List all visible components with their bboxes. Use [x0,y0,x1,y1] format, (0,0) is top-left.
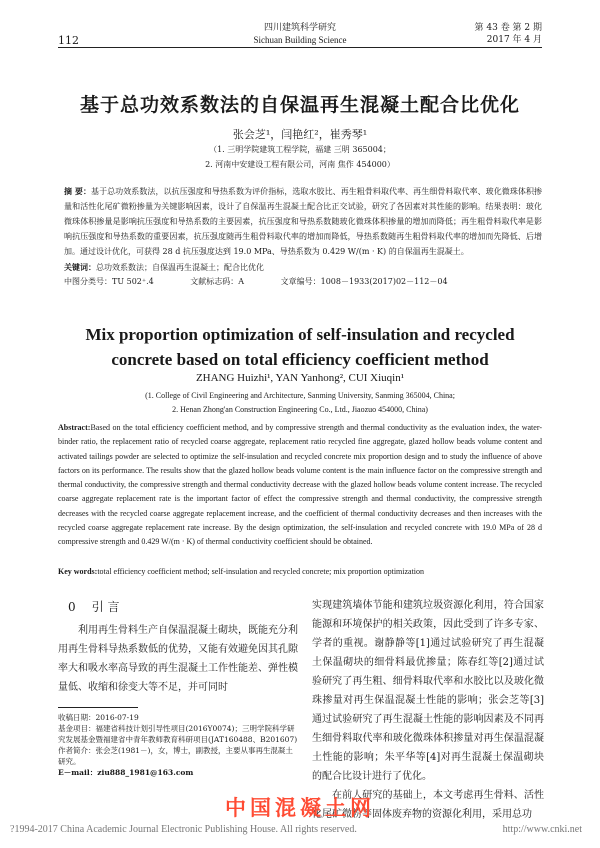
intro-paragraph-1: 利用再生骨料生产自保温混凝土砌块，既能充分利用再生骨料导热系数低的优势，又能有效避免因其孔隙率大和吸水率高导致的再生混凝土工作性能差、弹性模量低、收缩和徐变大等不足，并可同时 [58,625,298,693]
abstract-en [58,421,542,550]
keywords-en [58,567,542,576]
doc-code: 文献标志码：A [190,277,245,286]
classification-cn [64,275,542,289]
title-en [40,322,560,372]
abstract-cn-text: 基于总功效系数法，以抗压强度和导热系数为评价指标，选取水胶比、再生粗骨料取代率、再生细骨料取代率、玻化微珠体积掺量和活性化尾矿微粉掺量为关键影响因素，设计了自保温再生混凝土配合比正交试验，研究了各因素对其性能的影响。结果表明：玻化微珠体积掺量是影响抗压强度和导热系数的主要因素，抗压强度和导热系数随玻化微珠体积掺量的增加而降低；再生粗骨料取代率是影响抗压强度和导热系数的重要因素，抗压强度随再生粗骨料取代率的增加而降低，导热系数随再生粗骨料取代率的增加而先降低、后增加。通过设计优化，可获得 28 d 抗压强度达到 19.0 MPa、导热系数为 0.429 W/(m · K) 的自保温再生混凝土。 [64,187,542,256]
issue-date: 2017 年 4 月 [486,35,542,45]
affiliation-en-1: (1. College of Civil Engineering and Architecture, Sanming University, Sanming 365004, China; [145,391,455,400]
header-rule [58,47,542,48]
title-en-line-2: concrete based on total efficiency coefficient method [111,350,489,369]
affiliations-cn [0,142,600,172]
journal-name [200,22,400,46]
intro-paragraph-1-continued: 实现建筑墙体节能和建筑垃圾资源化利用，符合国家能源和环境保护的相关政策，因此受到了许多专家、学者的重视。谢静静等[1]通过试验研究了再生混凝土保温砌块的细骨料最优掺量；陈春红等[2]通过试验研究了再生粗、细骨料取代率和水胶比以及玻化微珠掺量对再生保温混凝土性能的影响；张会芝等[3]通过试验研究了再生混凝土性能的影响因素及不同再生细骨料取代率和玻化微珠体积掺量对再生保温混凝土性能的影响；朱平华等[4]对再生混凝土保温砌块的配合比设计进行了优化。 [312,600,544,782]
abstract-en-text: Based on the total efficiency coefficient method, and by compressive strength and thermal conductivity as the evaluation index, the water-binder ratio, the replacement ratio of recycled coarse aggregate, replacement ratio recycled fine aggregate, glazed hollow beads volume content and activated tailings powder are selected to optimize the self-insulation and recycled concrete mix proportion design and to study the influence of above factors on its performance. The results show that the glazed hollow beads volume content is the main influence factor on the compressive strength and thermal conductivity, the compressive strength and thermal conductivity decrease with the glazed hollow beads volume content increase. The recycled coarse aggregate replacement rate is the important factor of effect the compressive strength and thermal conductivity, the compressive strength decreases with the recycled coarse aggregate replacement increase, and the coefficient of thermal conductivity decreases and then increases with the recycled coarse aggregate replacement rate increase. By the design optimization, the self-insulation and recycled concrete with 19.0 MPa of 28 d compressive strength and 0.429 W/(m · K) of thermal conductivity coefficient should be obtained. [58,423,542,547]
journal-name-cn: 四川建筑科学研究 [263,23,336,33]
footnote-author-bio: 作者简介：张会芝(1981－)，女，博士，副教授，主要从事再生混凝土研究。 [58,746,293,766]
copyright-url: http://www.cnki.net [502,824,582,835]
section-number: 0 [68,600,76,614]
affiliation-en-2: 2. Henan Zhong'an Construction Engineering Co., Ltd., Jiaozuo 454000, China) [172,405,428,414]
affiliations-en [0,389,600,417]
abstract-cn-body [64,184,542,259]
title-en-line-1: Mix proportion optimization of self-insulation and recycled [85,325,515,344]
copyright-footer [10,824,590,835]
keywords-cn-label: 关键词： [64,262,96,272]
title-cn: 基于总功效系数法的自保温再生混凝土配合比优化 [79,94,520,116]
affiliation-cn-2: 2. 河南中安建设工程有限公司，河南 焦作 454000） [205,160,395,169]
footnote-email: E－mail：ziu888_1981@163.com [58,768,194,777]
right-column [312,596,544,824]
page-number: 112 [58,34,79,47]
clc-number: 中图分类号：TU 502⁺.4 [64,277,154,286]
keywords-cn [64,260,542,275]
abstract-cn [64,184,542,289]
copyright-text: ?1994-2017 China Academic Journal Electronic Publishing House. All rights reserved. [10,824,357,835]
left-column [58,594,298,778]
volume-issue: 第 43 卷 第 2 期 [474,23,542,33]
footnote-received: 收稿日期：2016-07-19 [58,713,139,722]
keywords-en-text: total efficiency coefficient method; self-insulation and recycled concrete; mix proportion optimization [97,567,425,576]
keywords-en-label: Key words: [58,567,98,576]
abstract-en-label: Abstract: [58,423,91,432]
keywords-cn-text: 总功效系数法；自保温再生混凝土；配合比优化 [96,263,264,272]
authors-en: ZHANG Huizhi¹, YAN Yanhong², CUI Xiuqin¹ [195,372,405,384]
watermark: 中国混凝土网 [225,796,375,820]
journal-name-en: Sichuan Building Science [253,35,347,45]
affiliation-cn-1: （1. 三明学院建筑工程学院，福建 三明 365004； [209,145,391,154]
authors-cn: 张会芝¹，闫艳红²，崔秀琴¹ [232,128,368,141]
issue-info [475,22,542,46]
section-heading [68,598,298,615]
article-number: 文章编号：1008－1933(2017)02－112－04 [280,277,448,286]
intro-paragraph-2: 在前人研究的基础上，本文考虑再生骨料、活性化尾矿微粉等固体废弃物的资源化利用，采用总功 [312,790,544,820]
abstract-cn-label: 摘 要： [64,186,92,196]
footnote-rule [58,707,138,708]
footnote-funding: 基金项目：福建省科技计划引导性项目(2016Y0074)；三明学院科学研究发展基金暨福建省中青年教师教育科研项目(JAT160488、B201607) [58,724,298,744]
section-title: 引 言 [91,600,120,614]
